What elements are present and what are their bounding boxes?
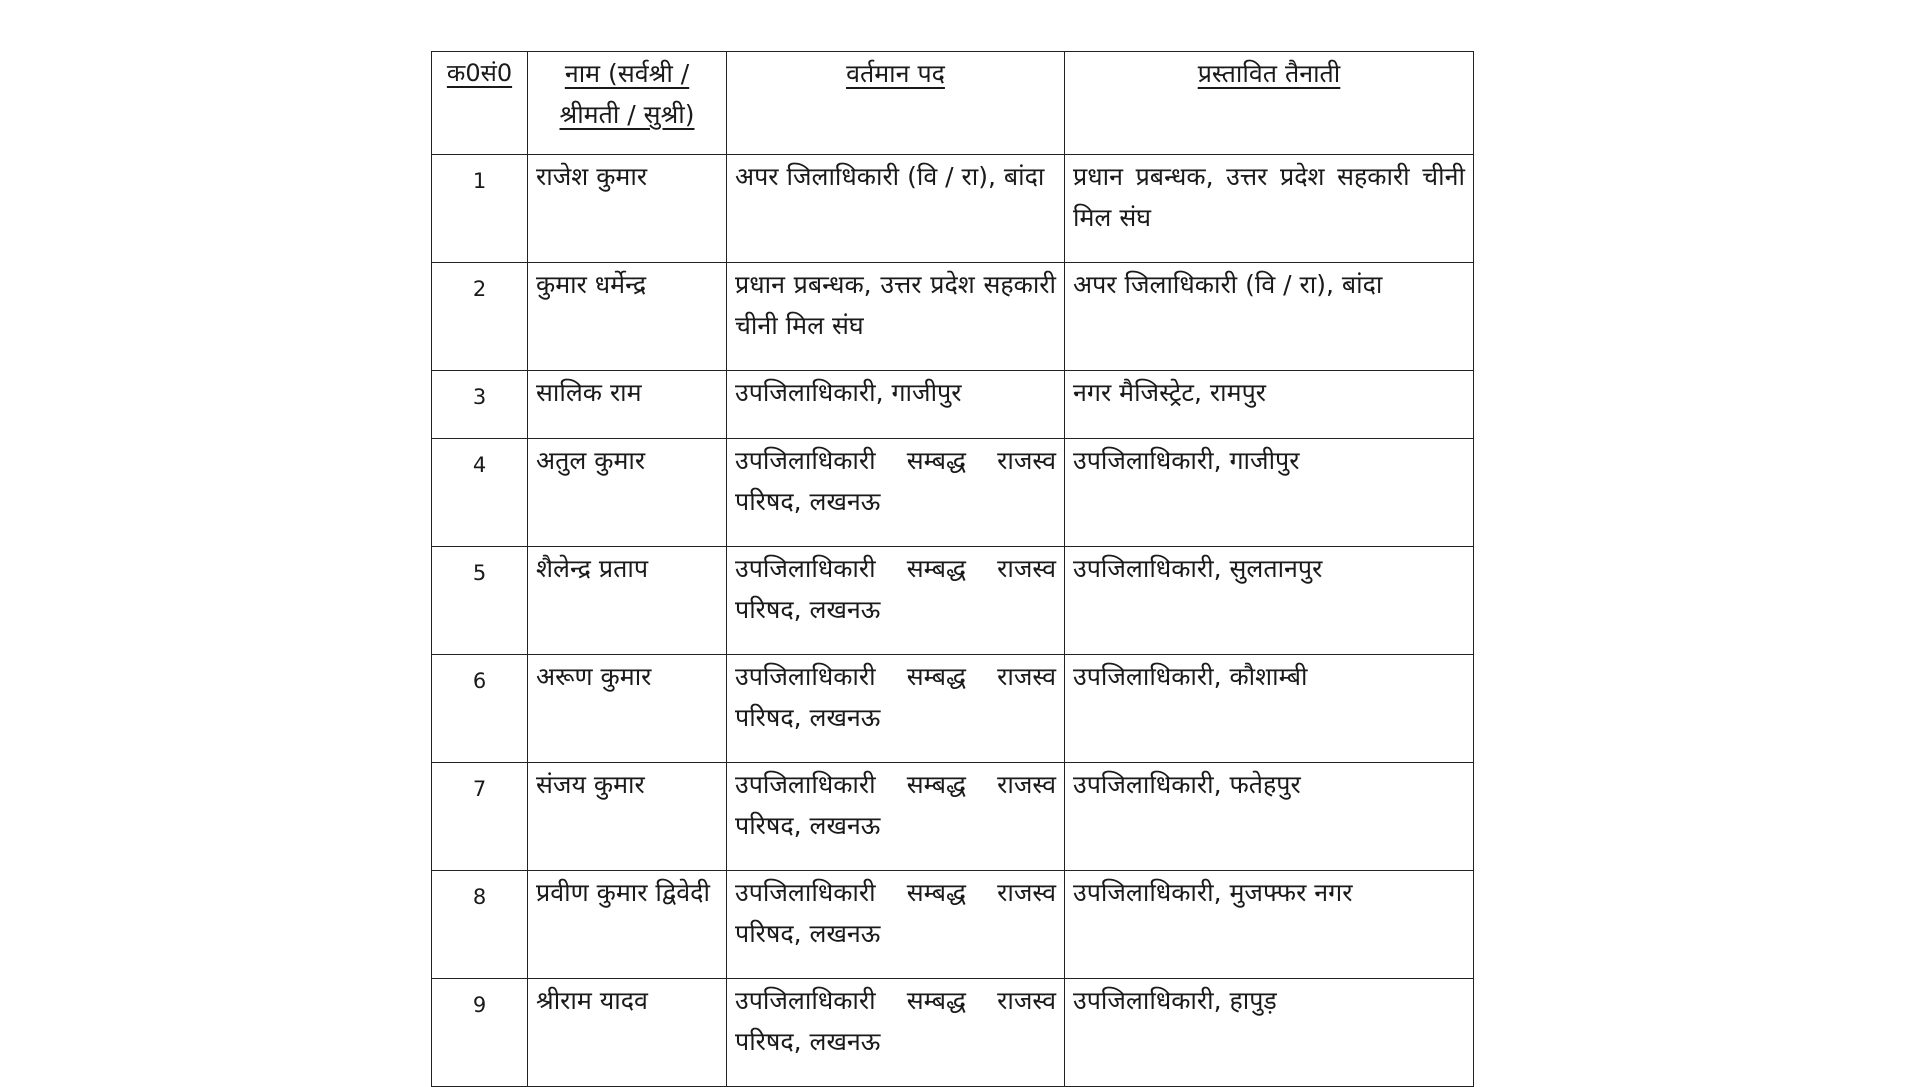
proposed-posting-cell: उपजिलाधिकारी, गाजीपुर xyxy=(1065,439,1474,547)
proposed-posting-cell: नगर मैजिस्ट्रेट, रामपुर xyxy=(1065,371,1474,439)
serial-cell: 7 xyxy=(432,763,528,871)
proposed-posting-cell: उपजिलाधिकारी, सुलतानपुर xyxy=(1065,547,1474,655)
current-post-cell: अपर जिलाधिकारी (वि / रा), बांदा xyxy=(727,155,1065,263)
header-name: नाम (सर्वश्री / श्रीमती / सुश्री) xyxy=(528,52,727,155)
name-cell: राजेश कुमार xyxy=(528,155,727,263)
proposed-posting-cell: प्रधान प्रबन्धक, उत्तर प्रदेश सहकारी चीनी मिल संघ xyxy=(1065,155,1474,263)
current-post-cell: उपजिलाधिकारी सम्बद्ध राजस्व परिषद, लखनऊ xyxy=(727,547,1065,655)
serial-cell: 4 xyxy=(432,439,528,547)
current-post-cell: उपजिलाधिकारी सम्बद्ध राजस्व परिषद, लखनऊ xyxy=(727,979,1065,1087)
table-row xyxy=(432,871,1474,979)
name-cell: संजय कुमार xyxy=(528,763,727,871)
table-row xyxy=(432,371,1474,439)
table-row xyxy=(432,655,1474,763)
proposed-posting-cell: उपजिलाधिकारी, मुजफ्फर नगर xyxy=(1065,871,1474,979)
proposed-posting-cell: उपजिलाधिकारी, हापुड़ xyxy=(1065,979,1474,1087)
name-cell: प्रवीण कुमार द्विवेदी xyxy=(528,871,727,979)
serial-cell: 9 xyxy=(432,979,528,1087)
serial-cell: 5 xyxy=(432,547,528,655)
current-post-cell: उपजिलाधिकारी सम्बद्ध राजस्व परिषद, लखनऊ xyxy=(727,655,1065,763)
current-post-cell: उपजिलाधिकारी, गाजीपुर xyxy=(727,371,1065,439)
name-cell: अतुल कुमार xyxy=(528,439,727,547)
header-serial: क0सं0 xyxy=(432,52,528,155)
serial-cell: 3 xyxy=(432,371,528,439)
serial-cell: 8 xyxy=(432,871,528,979)
table-row xyxy=(432,763,1474,871)
name-cell: सालिक राम xyxy=(528,371,727,439)
header-proposed-posting: प्रस्तावित तैनाती xyxy=(1065,52,1474,155)
proposed-posting-cell: उपजिलाधिकारी, फतेहपुर xyxy=(1065,763,1474,871)
proposed-posting-cell: अपर जिलाधिकारी (वि / रा), बांदा xyxy=(1065,263,1474,371)
table-row xyxy=(432,979,1474,1087)
serial-cell: 1 xyxy=(432,155,528,263)
name-cell: कुमार धर्मेन्द्र xyxy=(528,263,727,371)
table-row xyxy=(432,155,1474,263)
table-row xyxy=(432,547,1474,655)
serial-cell: 2 xyxy=(432,263,528,371)
header-current-post: वर्तमान पद xyxy=(727,52,1065,155)
name-cell: शैलेन्द्र प्रताप xyxy=(528,547,727,655)
current-post-cell: उपजिलाधिकारी सम्बद्ध राजस्व परिषद, लखनऊ xyxy=(727,439,1065,547)
table-header-row xyxy=(432,52,1474,155)
current-post-cell: उपजिलाधिकारी सम्बद्ध राजस्व परिषद, लखनऊ xyxy=(727,871,1065,979)
transfer-table xyxy=(431,51,1474,1087)
current-post-cell: प्रधान प्रबन्धक, उत्तर प्रदेश सहकारी चीनी मिल संघ xyxy=(727,263,1065,371)
name-cell: अरूण कुमार xyxy=(528,655,727,763)
table-row xyxy=(432,263,1474,371)
proposed-posting-cell: उपजिलाधिकारी, कौशाम्बी xyxy=(1065,655,1474,763)
table-row xyxy=(432,439,1474,547)
current-post-cell: उपजिलाधिकारी सम्बद्ध राजस्व परिषद, लखनऊ xyxy=(727,763,1065,871)
serial-cell: 6 xyxy=(432,655,528,763)
name-cell: श्रीराम यादव xyxy=(528,979,727,1087)
